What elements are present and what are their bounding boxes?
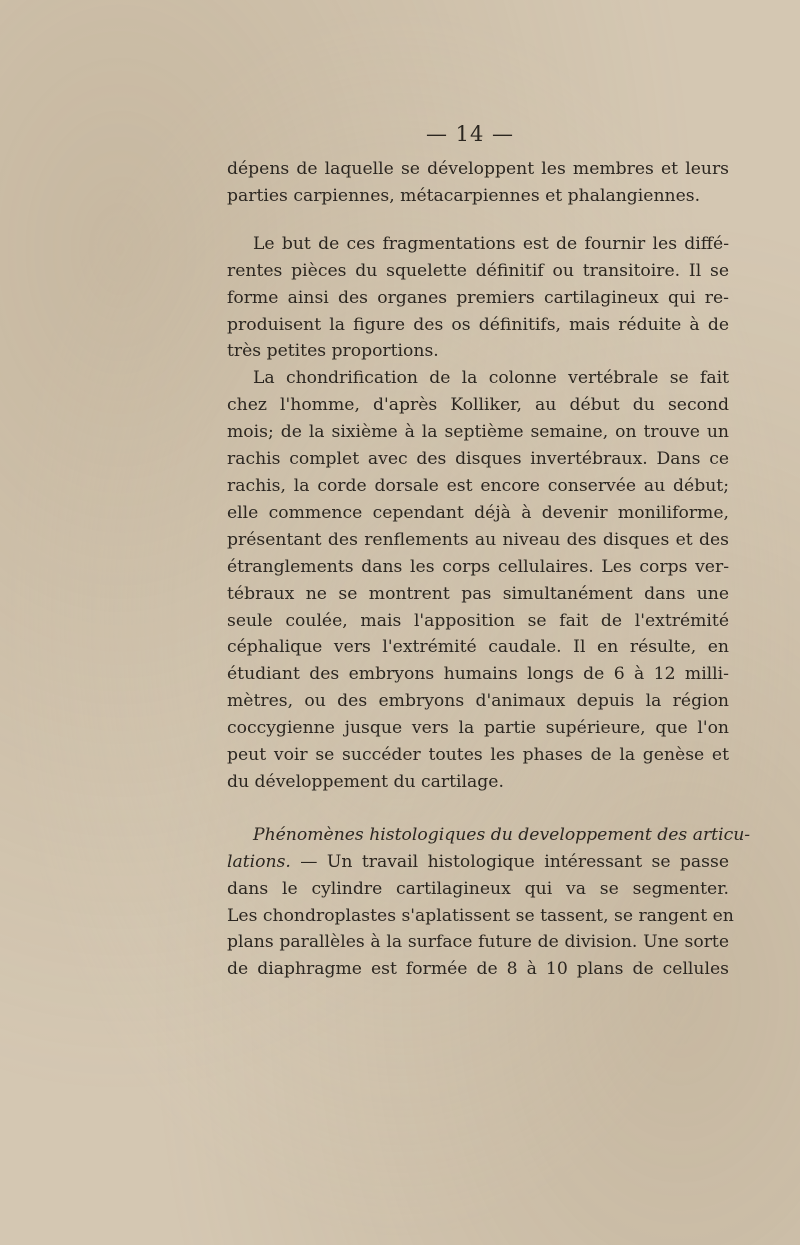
text-line: La chondrification de la colonne vertébrale se fait <box>253 368 729 389</box>
text-line: étranglements dans les corps cellulaires. Les corps ver- <box>227 556 729 577</box>
text-line: céphalique vers l'extrémité caudale. Il en résulte, en <box>227 637 729 658</box>
paragraph-3 <box>227 365 729 796</box>
paragraph-1 <box>227 156 729 210</box>
text-line: rachis, la corde dorsale est encore conservée au début; <box>227 475 729 496</box>
text-line <box>227 822 751 849</box>
text-line: dépens de laquelle se développent les membres et leurs <box>227 159 729 179</box>
page-number: — 14 — <box>425 122 515 146</box>
text-line <box>227 849 729 876</box>
text-line: mètres, ou des embryons d'animaux depuis la région <box>227 691 729 712</box>
text-line: peut voir se succéder toutes les phases de la genèse et <box>227 745 729 766</box>
section-heading-end: lations. <box>227 851 291 872</box>
paragraph-2 <box>227 231 729 366</box>
text-line: étudiant des embryons humains longs de 6 à 12 milli- <box>227 664 729 685</box>
text-line: forme ainsi des organes premiers cartilagineux qui re- <box>227 287 729 308</box>
paragraph-gap <box>227 796 729 822</box>
section-heading: Phénomènes histologiques du developpement des articu- <box>253 824 751 845</box>
text-line: mois; de la sixième à la septième semaine, on trouve un <box>227 422 729 443</box>
text-line: seule coulée, mais l'apposition se fait de l'extrémité <box>227 610 729 631</box>
text-line: Les chondroplastes s'aplatissent se tassent, se rangent en <box>227 905 734 926</box>
text-line: de diaphragme est formée de 8 à 10 plans de cellules <box>227 959 729 980</box>
text-line: coccygienne jusque vers la partie supérieure, que l'on <box>227 718 729 739</box>
text-line: parties carpiennes, métacarpiennes et phalangiennes. <box>227 185 701 206</box>
text-line: elle commence cependant déjà à devenir moniliforme, <box>227 502 729 523</box>
text-line: rentes pièces du squelette définitif ou transitoire. Il se <box>227 260 729 281</box>
text-line: rachis complet avec des disques invertébraux. Dans ce <box>227 449 729 470</box>
paragraph-gap <box>227 210 729 231</box>
text-line: présentant des renflements au niveau des disques et des <box>227 529 729 550</box>
paragraph-4 <box>227 822 751 983</box>
text-line: plans parallèles à la surface future de division. Une sorte <box>227 932 729 953</box>
text-line: du développement du cartilage. <box>227 771 504 792</box>
text-line: très petites proportions. <box>227 341 439 362</box>
text-line: Le but de ces fragmentations est de fournir les diffé- <box>253 233 729 254</box>
text-line: tébraux ne se montrent pas simultanément dans une <box>227 583 729 604</box>
body-text <box>227 156 751 983</box>
text-line: chez l'homme, d'après Kolliker, au début du second <box>227 395 729 416</box>
text-line: dans le cylindre cartilagineux qui va se segmenter. <box>227 878 729 899</box>
text-run: — Un travail histologique intéressant se passe <box>290 851 729 872</box>
text-line: produisent la figure des os définitifs, mais réduite à de <box>227 314 729 335</box>
